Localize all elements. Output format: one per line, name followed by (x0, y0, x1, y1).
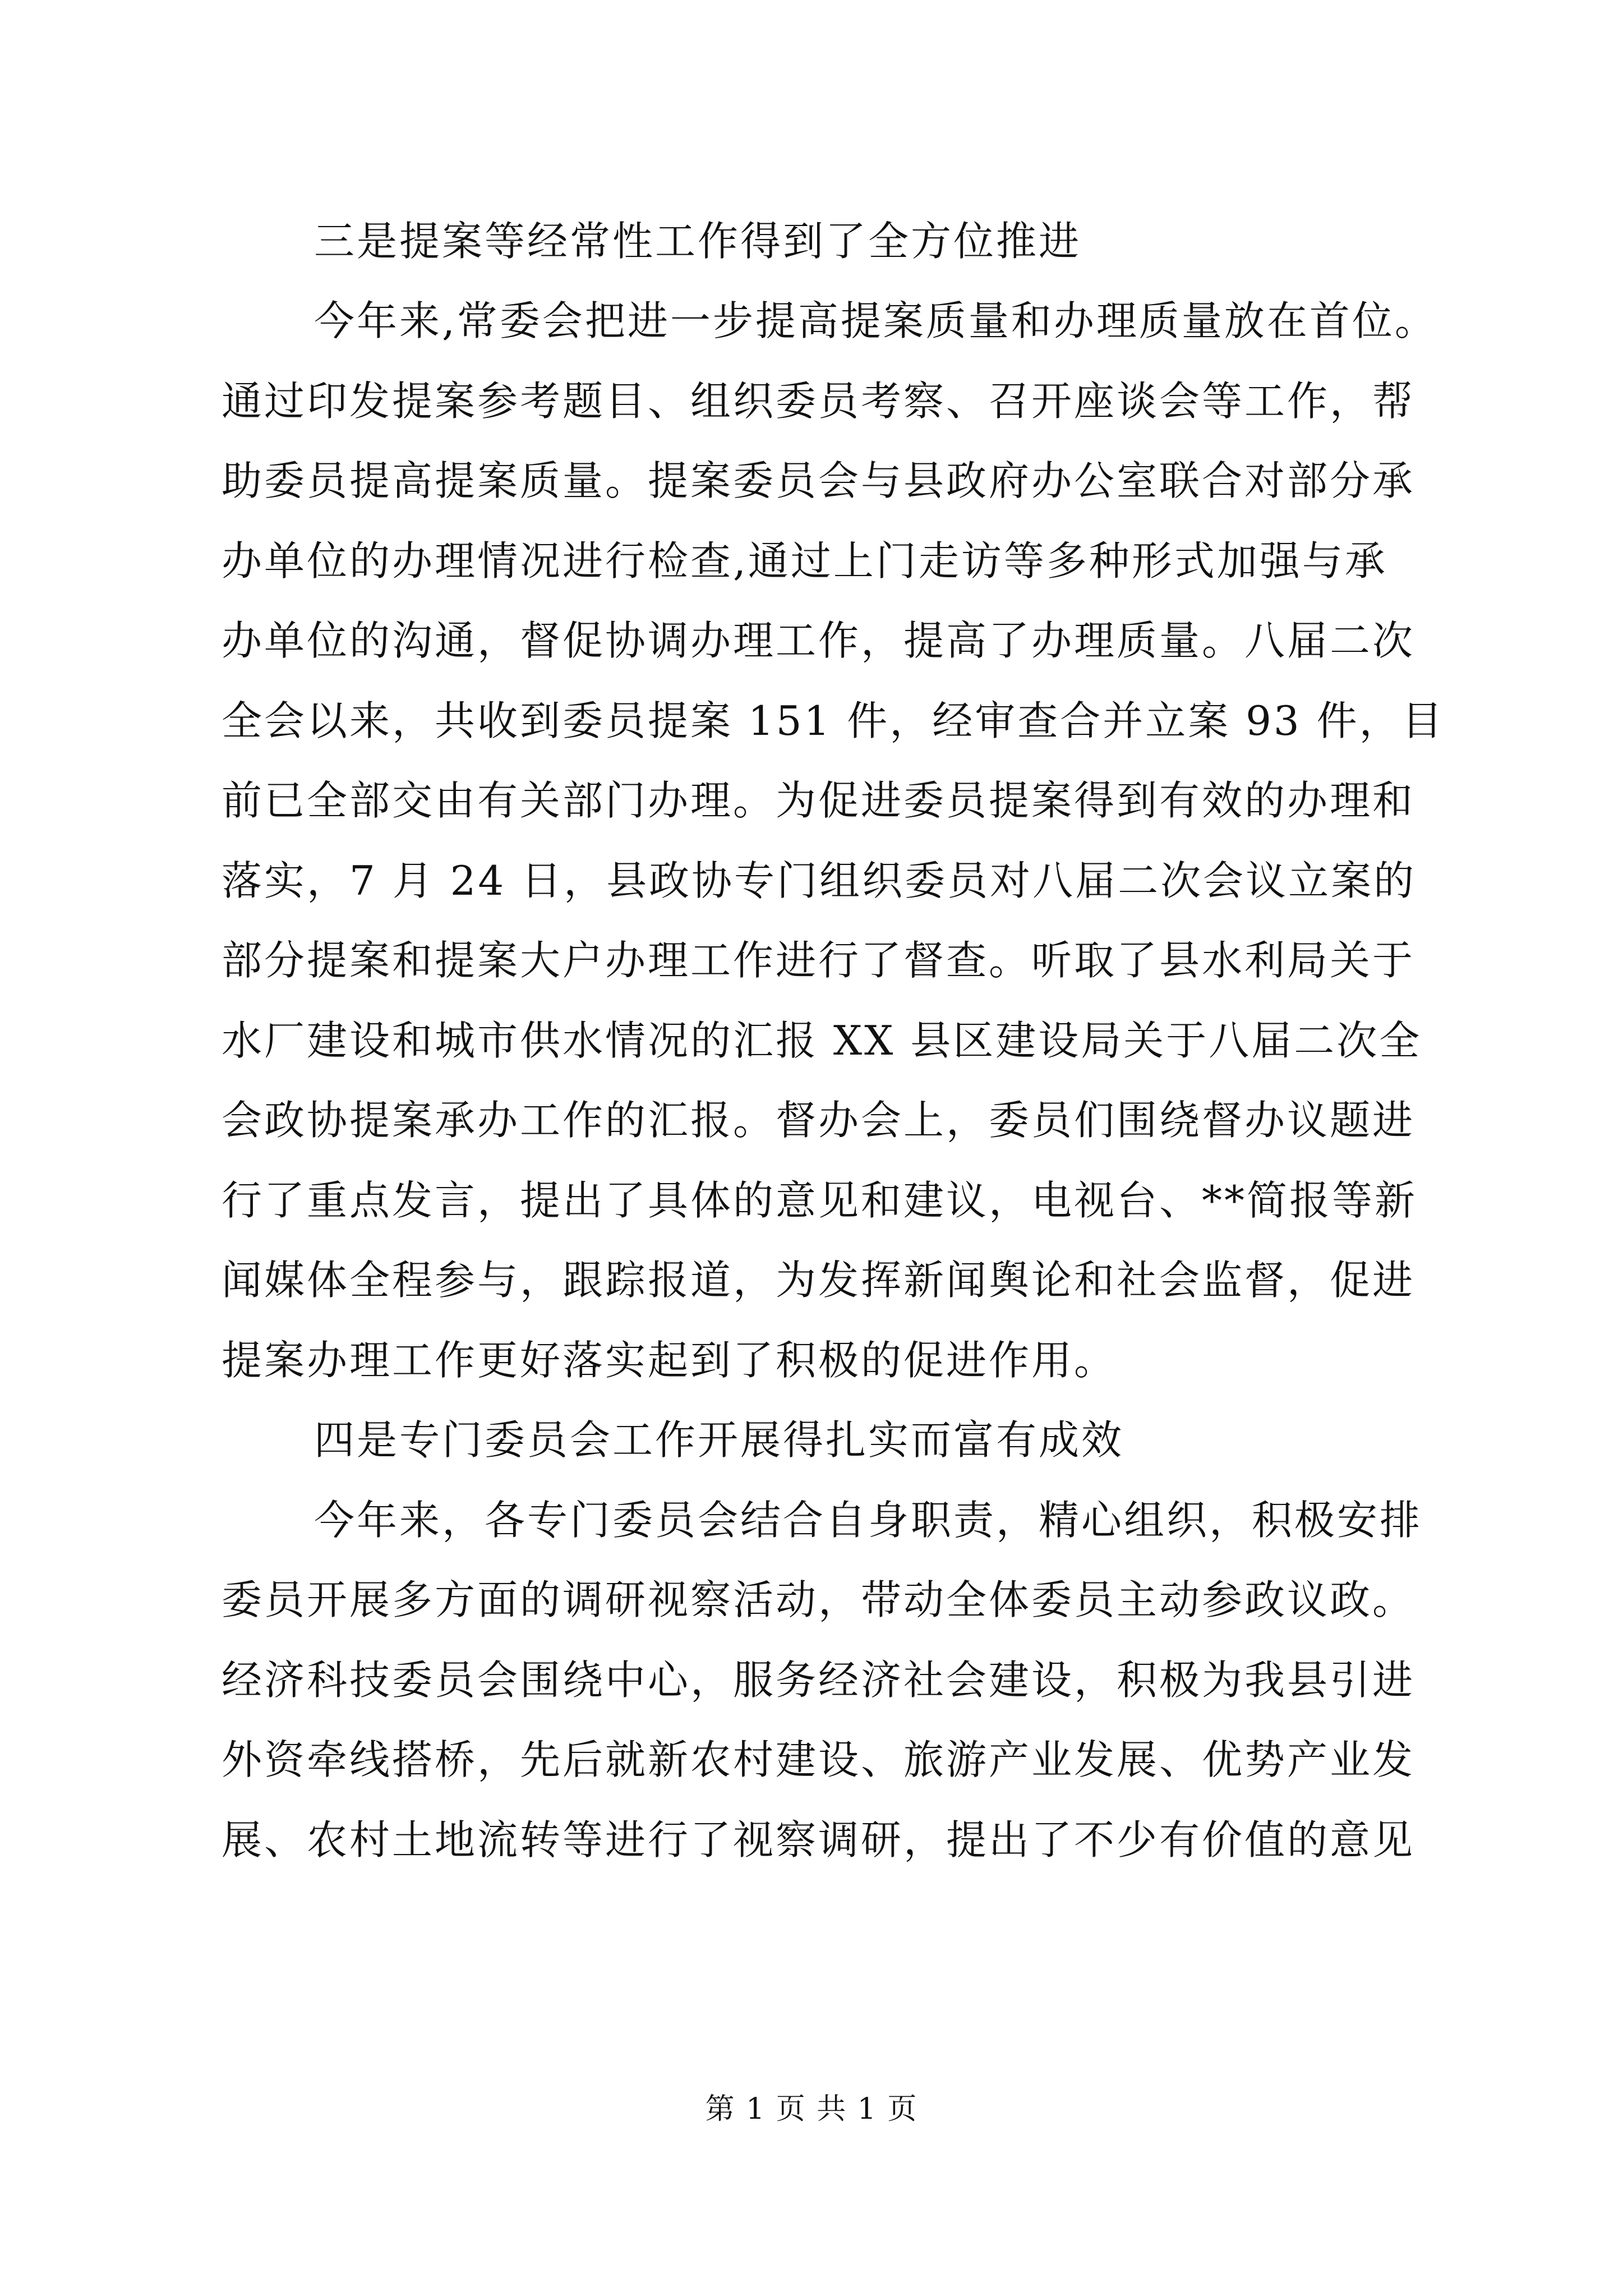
paragraph-line: 外资牵线搭桥，先后就新农村建设、旅游产业发展、优势产业发 (222, 1736, 1415, 1783)
section-heading-4: 四是专门委员会工作开展得扎实而富有成效 (314, 1416, 1124, 1464)
paragraph-line: 今年来,常委会把进一步提高提案质量和办理质量放在首位。 (314, 297, 1437, 344)
paragraph-line: 行了重点发言，提出了具体的意见和建议，电视台、**简报等新 (222, 1177, 1418, 1224)
paragraph-line: 助委员提高提案质量。提案委员会与县政府办公室联合对部分承 (222, 457, 1415, 504)
paragraph-line: 全会以来，共收到委员提案 151 件，经审查合并立案 93 件，目 (222, 697, 1445, 744)
paragraph-line: 落实，7 月 24 日，县政协专门组织委员对八届二次会议立案的 (222, 857, 1417, 904)
paragraph-line: 今年来，各专门委员会结合自身职责，精心组织，积极安排 (314, 1497, 1423, 1544)
paragraph-line: 办单位的沟通，督促协调办理工作，提高了办理质量。八届二次 (222, 617, 1415, 664)
paragraph-line: 部分提案和提案大户办理工作进行了督查。听取了县水利局关于 (222, 937, 1415, 984)
paragraph-line: 会政协提案承办工作的汇报。督办会上，委员们围绕督办议题进 (222, 1097, 1415, 1144)
section-heading-3: 三是提案等经常性工作得到了全方位推进 (314, 218, 1082, 265)
paragraph-line: 水厂建设和城市供水情况的汇报 XX 县区建设局关于八届二次全 (222, 1017, 1422, 1064)
paragraph-line: 闻媒体全程参与，跟踪报道，为发挥新闻舆论和社会监督，促进 (222, 1257, 1415, 1304)
paragraph-line: 办单位的办理情况进行检查,通过上门走访等多种形式加强与承 (222, 537, 1387, 585)
paragraph-line: 通过印发提案参考题目、组织委员考察、召开座谈会等工作，帮 (222, 378, 1415, 425)
paragraph-line: 提案办理工作更好落实起到了积极的促进作用。 (222, 1337, 1117, 1384)
page-footer: 第 1 页 共 1 页 (705, 2092, 918, 2126)
paragraph-line: 委员开展多方面的调研视察活动，带动全体委员主动参政议政。 (222, 1576, 1415, 1623)
paragraph-line: 前已全部交由有关部门办理。为促进委员提案得到有效的办理和 (222, 777, 1415, 824)
paragraph-line: 经济科技委员会围绕中心，服务经济社会建设，积极为我县引进 (222, 1657, 1415, 1704)
paragraph-line: 展、农村土地流转等进行了视察调研，提出了不少有价值的意见 (222, 1816, 1415, 1864)
